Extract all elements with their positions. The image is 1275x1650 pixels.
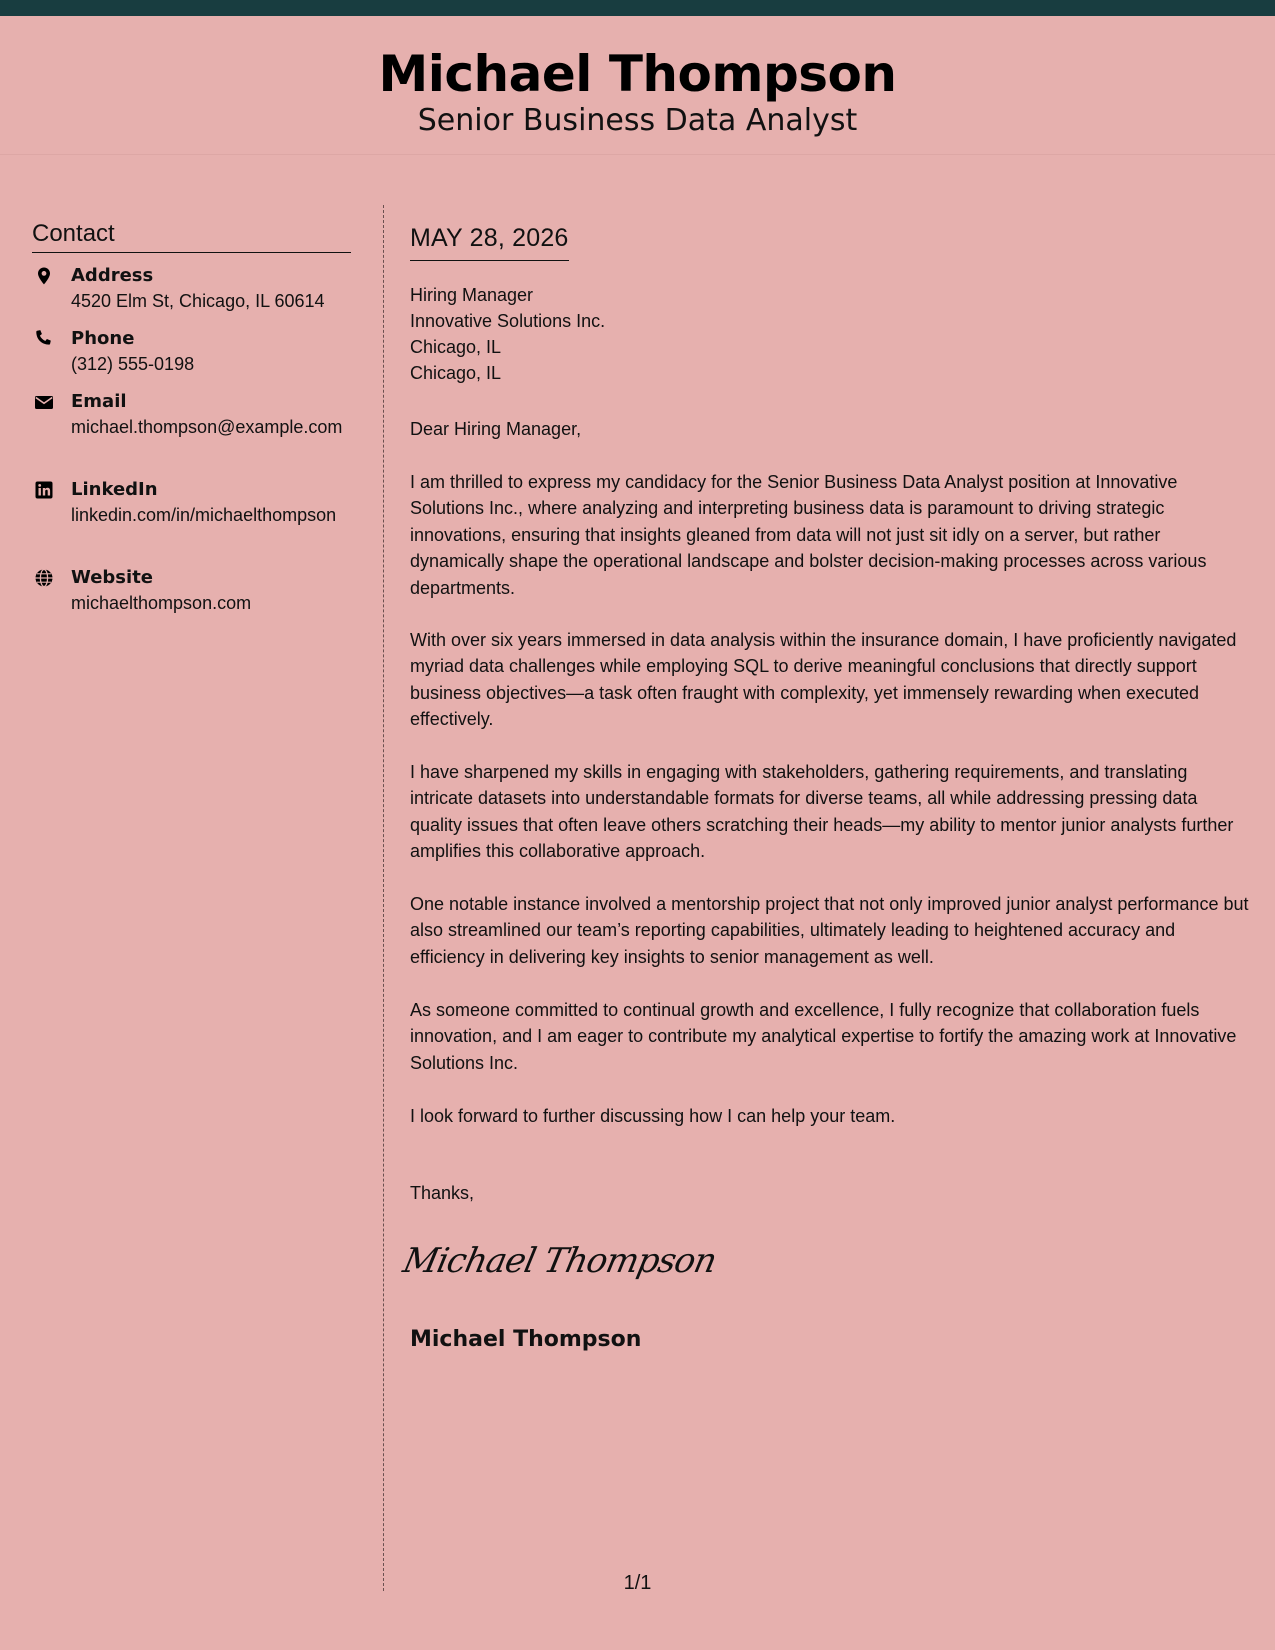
top-accent-bar [0,0,1275,16]
svg-text:Michael Thompson: Michael Thompson [399,1241,720,1281]
closing: Thanks, [410,1183,475,1203]
body-paragraph: I look forward to further discussing how I can help your team. [410,1106,896,1126]
envelope-icon [34,392,54,412]
recipient-block [410,282,605,386]
applicant-title: Senior Business Data Analyst [417,103,858,138]
recipient-line: Chicago, IL [410,337,502,357]
body-paragraph: One notable instance involved a mentorship project that not only improved junior analyst performance but also streamlined our team’s reporting capabilities, ultimately leading to heightened accuracy and efficiency in delivering key insights to senior management as well. [410,894,1249,967]
body-paragraph: As someone committed to continual growth and excellence, I fully recognize that collaboration fuels innovation, and I am eager to contribute my analytical expertise to fortify the amazing work at Innovative Solutions Inc. [410,1000,1237,1073]
contact-label: Website [71,567,154,588]
contact-label: LinkedIn [71,479,158,500]
body-paragraph: I have sharpened my skills in engaging with stakeholders, gathering requirements, and translating intricate datasets into understandable formats for diverse teams, all while addressing pressing data quality issues that often leave others scratching their heads—my ability to mentor junior analysts further amplifies this collaborative approach. [410,762,1234,862]
page-indicator: 1/1 [623,1572,652,1594]
map-pin-icon [34,266,54,286]
phone-icon [34,329,54,349]
recipient-line: Chicago, IL [410,363,502,383]
contact-label: Address [71,265,154,286]
contact-heading: Contact [32,218,351,253]
signed-name: Michael Thompson [410,1327,642,1352]
column-divider [383,205,384,1591]
linkedin-value: linkedin.com/in/michaelthompson [71,505,337,525]
contact-label: Phone [71,328,135,349]
letter-date: MAY 28, 2026 [410,222,569,261]
body-paragraph: With over six years immersed in data analysis within the insurance domain, I have proficiently navigated myriad data challenges while employing SQL to derive meaningful conclusions that directly support business objectives—a task often fraught with complexity, yet immensely rewarding when executed effectively. [410,630,1237,730]
email-value: michael.thompson@example.com [71,417,343,437]
contact-label: Email [71,391,127,412]
recipient-line: Hiring Manager [410,285,534,305]
website-value: michaelthompson.com [71,593,252,613]
globe-icon [34,568,54,588]
recipient-line: Innovative Solutions Inc. [410,311,606,331]
body-paragraph: I am thrilled to express my candidacy for the Senior Business Data Analyst position at Innovative Solutions Inc., where analyzing and interpreting business data is paramount to driving strategic innovations, ensuring that insights gleaned from data will not just sit idly on a server, but rather dynamically shape the operational landscape and bolster decision-making processes across various departments. [410,472,1207,598]
linkedin-icon [34,480,54,500]
page-header [0,16,1275,155]
salutation: Dear Hiring Manager, [410,419,582,439]
applicant-name: Michael Thompson [378,45,897,103]
address-value: 4520 Elm St, Chicago, IL 60614 [71,291,325,311]
phone-value: (312) 555-0198 [71,354,195,374]
handwritten-signature [399,1232,720,1288]
